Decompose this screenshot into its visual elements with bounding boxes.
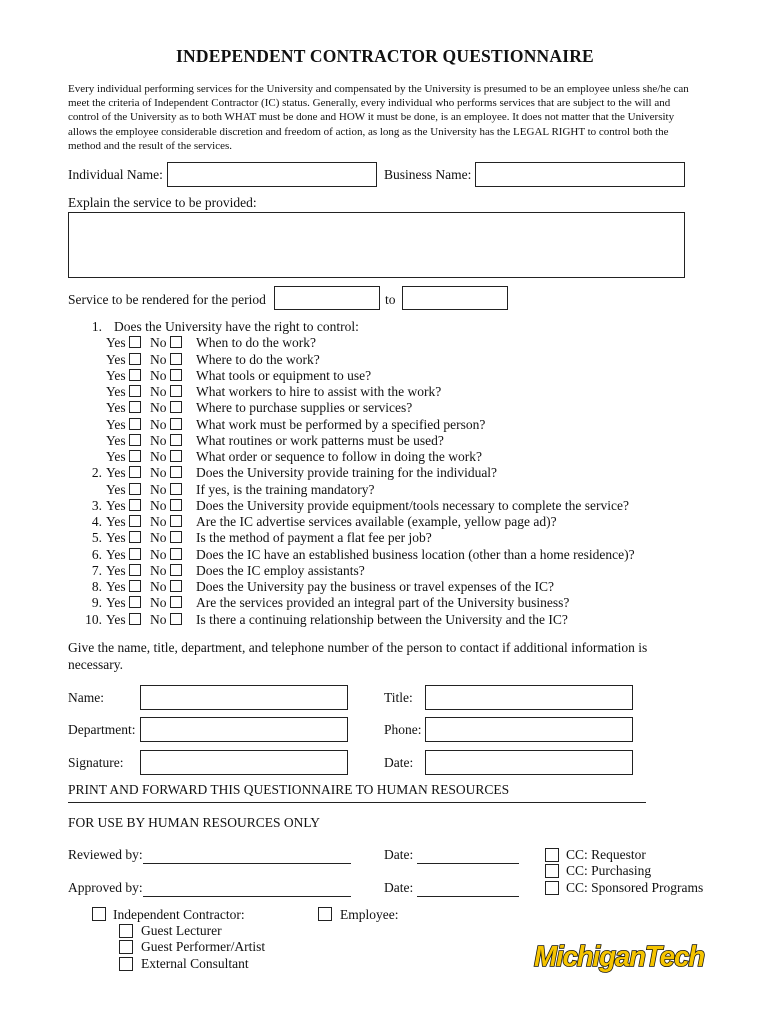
yes-checkbox[interactable]	[129, 580, 141, 592]
no-checkbox[interactable]	[170, 564, 182, 576]
no-option	[150, 384, 182, 400]
question-row	[60, 319, 700, 335]
no-checkbox[interactable]	[170, 466, 182, 478]
yes-label: Yes	[106, 351, 126, 367]
yes-checkbox[interactable]	[129, 596, 141, 608]
no-checkbox[interactable]	[170, 418, 182, 430]
question-number: 1.	[91, 319, 102, 334]
yes-checkbox[interactable]	[129, 369, 141, 381]
print-forward-notice: PRINT AND FORWARD THIS QUESTIONNAIRE TO HUMAN RESOURCES	[68, 782, 510, 797]
question-text: Are the IC advertise services available (example, yellow page ad)?	[196, 514, 557, 529]
yes-label: Yes	[106, 611, 126, 627]
yes-option	[106, 595, 141, 611]
no-option	[150, 482, 182, 498]
no-label: No	[150, 384, 167, 399]
cc-requestor-checkbox[interactable]	[545, 848, 559, 862]
no-label: No	[150, 530, 167, 546]
business-name-label: Business Name:	[384, 167, 472, 182]
reviewed-by-row	[68, 847, 351, 864]
individual-name-label: Individual Name:	[68, 167, 163, 182]
yes-option	[106, 400, 141, 416]
question-text: Is there a continuing relationship between the University and the IC?	[196, 611, 568, 627]
question-number: 8.	[91, 579, 102, 594]
no-label: No	[150, 335, 167, 351]
intro-paragraph: Every individual performing services for the University and compensated by the University is presumed to be an employee unless she/he can meet the criteria of Independent Contractor (IC) status. Generally, every individual who performs services that are subject to the will and control of the University as to both WHAT must be done and HOW it must be done, is an employee. It does not matter that the University allows the employee considerable discretion and freedom of action, as long as the University has the LEGAL RIGHT to control both the method and the result of the services.	[68, 83, 689, 152]
question-text: What workers to hire to assist with the work?	[196, 384, 442, 399]
approved-date-label: Date:	[384, 880, 414, 895]
no-option	[150, 433, 182, 449]
approved-by-label: Approved by:	[68, 880, 143, 895]
no-option	[150, 449, 182, 465]
question-row	[60, 384, 700, 400]
question-text: Is the method of payment a flat fee per job?	[196, 530, 432, 546]
yes-option	[106, 417, 141, 433]
question-row	[60, 449, 700, 465]
hr-only-heading: FOR USE BY HUMAN RESOURCES ONLY	[68, 815, 321, 830]
no-option	[150, 368, 182, 384]
yes-option	[106, 579, 141, 595]
question-number: 5.	[91, 530, 102, 546]
question-row	[60, 368, 700, 384]
question-number: 10.	[85, 611, 102, 627]
external-consultant-label: External Consultant	[141, 956, 249, 971]
yes-option	[106, 547, 141, 563]
reviewed-by-label: Reviewed by:	[68, 847, 143, 862]
question-number: 7.	[91, 562, 102, 578]
no-label: No	[150, 432, 167, 448]
no-label: No	[150, 400, 167, 416]
period-label: Service to be rendered for the period	[68, 292, 266, 307]
cc-requestor-label: CC: Requestor	[566, 847, 646, 862]
no-checkbox[interactable]	[170, 385, 182, 397]
yes-label: Yes	[106, 530, 126, 546]
yes-label: Yes	[106, 595, 126, 611]
question-row	[60, 433, 700, 449]
question-row	[60, 417, 700, 433]
period-end-field[interactable]	[402, 286, 508, 310]
yes-option	[106, 514, 141, 530]
question-row	[60, 563, 700, 579]
contact-phone-field[interactable]	[425, 717, 633, 742]
question-number: 3.	[91, 497, 102, 513]
no-option	[150, 563, 182, 579]
no-label: No	[150, 351, 167, 367]
no-option	[150, 595, 182, 611]
question-text: Does the University pay the business or travel expenses of the IC?	[196, 579, 555, 594]
service-description-field[interactable]	[68, 212, 685, 278]
contact-department-label: Department:	[68, 722, 136, 737]
question-row	[60, 498, 700, 514]
no-label: No	[150, 546, 167, 562]
question-row	[60, 612, 700, 628]
question-text: Are the services provided an integral part of the University business?	[196, 595, 570, 611]
question-text: Where to do the work?	[196, 351, 320, 367]
external-consultant-checkbox[interactable]	[119, 957, 133, 971]
yes-checkbox[interactable]	[129, 418, 141, 430]
contact-date-field[interactable]	[425, 750, 633, 775]
yes-checkbox[interactable]	[129, 336, 141, 348]
period-start-field[interactable]	[274, 286, 380, 310]
yes-label: Yes	[106, 546, 126, 562]
no-option	[150, 514, 182, 530]
question-text: If yes, is the training mandatory?	[196, 481, 375, 497]
contact-department-field[interactable]	[140, 717, 348, 742]
no-option	[150, 612, 182, 628]
contact-title-field[interactable]	[425, 685, 633, 710]
no-checkbox[interactable]	[170, 613, 182, 625]
question-number: 6.	[91, 546, 102, 562]
no-checkbox[interactable]	[170, 336, 182, 348]
yes-label: Yes	[106, 514, 126, 529]
question-row	[60, 579, 700, 595]
yes-option	[106, 352, 141, 368]
no-option	[150, 335, 182, 351]
yes-checkbox[interactable]	[129, 515, 141, 527]
yes-label: Yes	[106, 449, 126, 464]
yes-checkbox[interactable]	[129, 353, 141, 365]
contact-intro: Give the name, title, department, and telephone number of the person to contact if additional information is necessary.	[68, 640, 648, 672]
contact-signature-field[interactable]	[140, 750, 348, 775]
cc-sponsored-programs-label: CC: Sponsored Programs	[566, 880, 704, 895]
yes-checkbox[interactable]	[129, 531, 141, 543]
no-checkbox[interactable]	[170, 401, 182, 413]
question-row	[60, 482, 700, 498]
question-text: Where to purchase supplies or services?	[196, 400, 413, 416]
no-checkbox[interactable]	[170, 548, 182, 560]
approved-date-line[interactable]	[417, 880, 519, 897]
reviewed-date-row	[384, 847, 519, 864]
no-option	[150, 530, 182, 546]
question-text: What tools or equipment to use?	[196, 367, 372, 383]
reviewed-date-line[interactable]	[417, 847, 519, 864]
yes-checkbox[interactable]	[129, 613, 141, 625]
no-checkbox[interactable]	[170, 483, 182, 495]
question-row	[60, 530, 700, 546]
question-text: Does the University provide equipment/tools necessary to complete the service?	[196, 497, 629, 513]
yes-option	[106, 433, 141, 449]
yes-option	[106, 335, 141, 351]
no-checkbox[interactable]	[170, 353, 182, 365]
question-row	[60, 595, 700, 611]
no-label: No	[150, 579, 167, 594]
period-to-label: to	[385, 292, 396, 307]
yes-label: Yes	[106, 367, 126, 383]
yes-checkbox[interactable]	[129, 434, 141, 446]
no-option	[150, 498, 182, 514]
no-option	[150, 400, 182, 416]
cc-purchasing-checkbox[interactable]	[545, 864, 559, 878]
reviewed-date-label: Date:	[384, 847, 414, 862]
no-label: No	[150, 514, 167, 529]
yes-label: Yes	[106, 465, 126, 481]
no-checkbox[interactable]	[170, 499, 182, 511]
yes-option	[106, 449, 141, 465]
question-text: What routines or work patterns must be used?	[196, 432, 444, 448]
approved-by-line[interactable]	[143, 880, 351, 897]
cc-sponsored-programs-checkbox[interactable]	[545, 881, 559, 895]
no-label: No	[150, 497, 167, 513]
question-number: 9.	[91, 595, 102, 611]
yes-label: Yes	[106, 416, 126, 432]
yes-option	[106, 368, 141, 384]
no-option	[150, 465, 182, 481]
document-title: INDEPENDENT CONTRACTOR QUESTIONNAIRE	[176, 46, 594, 66]
logo-wordmark: MichiganTech	[534, 941, 705, 973]
question-row	[60, 514, 700, 530]
contact-name-field[interactable]	[140, 685, 348, 710]
yes-option	[106, 482, 141, 498]
question-row	[60, 352, 700, 368]
question-text: What order or sequence to follow in doing the work?	[196, 449, 483, 464]
contact-name-label: Name:	[68, 690, 104, 705]
yes-checkbox[interactable]	[129, 401, 141, 413]
yes-checkbox[interactable]	[129, 385, 141, 397]
question-row	[60, 400, 700, 416]
yes-checkbox[interactable]	[129, 466, 141, 478]
guest-performer-label: Guest Performer/Artist	[141, 939, 266, 954]
no-label: No	[150, 416, 167, 432]
no-label: No	[150, 367, 167, 383]
no-checkbox[interactable]	[170, 515, 182, 527]
question-text: What work must be performed by a specified person?	[196, 416, 486, 432]
no-option	[150, 579, 182, 595]
contact-title-label: Title:	[384, 690, 413, 705]
question-row	[60, 547, 700, 563]
individual-name-field[interactable]	[167, 162, 377, 187]
explain-service-label: Explain the service to be provided:	[68, 195, 257, 210]
question-number: 2.	[91, 465, 102, 481]
contact-date-label: Date:	[384, 755, 414, 770]
independent-contractor-label: Independent Contractor:	[113, 907, 245, 922]
yes-option	[106, 465, 141, 481]
independent-contractor-checkbox[interactable]	[92, 907, 106, 921]
guest-lecturer-checkbox[interactable]	[119, 924, 133, 938]
guest-performer-checkbox[interactable]	[119, 940, 133, 954]
no-label: No	[150, 465, 167, 481]
yes-label: Yes	[106, 497, 126, 513]
question-row	[60, 465, 700, 481]
question-row	[60, 335, 700, 351]
contact-signature-label: Signature:	[68, 755, 124, 770]
yes-option	[106, 563, 141, 579]
no-checkbox[interactable]	[170, 450, 182, 462]
yes-option	[106, 530, 141, 546]
business-name-field[interactable]	[475, 162, 685, 187]
yes-checkbox[interactable]	[129, 483, 141, 495]
question-text: Does the University have the right to control:	[114, 319, 359, 334]
no-label: No	[150, 481, 167, 497]
michigan-tech-logo	[532, 936, 706, 974]
employee-label: Employee:	[340, 907, 399, 922]
no-label: No	[150, 449, 167, 464]
no-checkbox[interactable]	[170, 369, 182, 381]
yes-option	[106, 612, 141, 628]
yes-checkbox[interactable]	[129, 499, 141, 511]
yes-option	[106, 384, 141, 400]
no-option	[150, 547, 182, 563]
no-option	[150, 352, 182, 368]
yes-label: Yes	[106, 579, 126, 594]
contact-phone-label: Phone:	[384, 722, 422, 737]
yes-label: Yes	[106, 481, 126, 497]
no-option	[150, 417, 182, 433]
no-checkbox[interactable]	[170, 596, 182, 608]
no-label: No	[150, 562, 167, 578]
yes-label: Yes	[106, 562, 126, 578]
no-label: No	[150, 595, 167, 611]
no-label: No	[150, 611, 167, 627]
yes-checkbox[interactable]	[129, 450, 141, 462]
yes-label: Yes	[106, 400, 126, 416]
yes-checkbox[interactable]	[129, 564, 141, 576]
question-text: Does the University provide training for the individual?	[196, 465, 498, 481]
no-checkbox[interactable]	[170, 434, 182, 446]
yes-label: Yes	[106, 335, 126, 351]
question-number: 4.	[91, 514, 102, 529]
yes-label: Yes	[106, 432, 126, 448]
no-checkbox[interactable]	[170, 531, 182, 543]
yes-checkbox[interactable]	[129, 548, 141, 560]
approved-by-row	[68, 880, 351, 897]
question-text: Does the IC have an established business location (other than a home residence)?	[196, 546, 635, 562]
reviewed-by-line[interactable]	[143, 847, 351, 864]
question-text: When to do the work?	[196, 335, 316, 351]
employee-checkbox[interactable]	[318, 907, 332, 921]
question-text: Does the IC employ assistants?	[196, 562, 365, 578]
yes-option	[106, 498, 141, 514]
yes-label: Yes	[106, 384, 126, 399]
guest-lecturer-label: Guest Lecturer	[141, 923, 222, 938]
approved-date-row	[384, 880, 519, 897]
cc-purchasing-label: CC: Purchasing	[566, 863, 652, 878]
no-checkbox[interactable]	[170, 580, 182, 592]
section-divider	[68, 802, 646, 803]
